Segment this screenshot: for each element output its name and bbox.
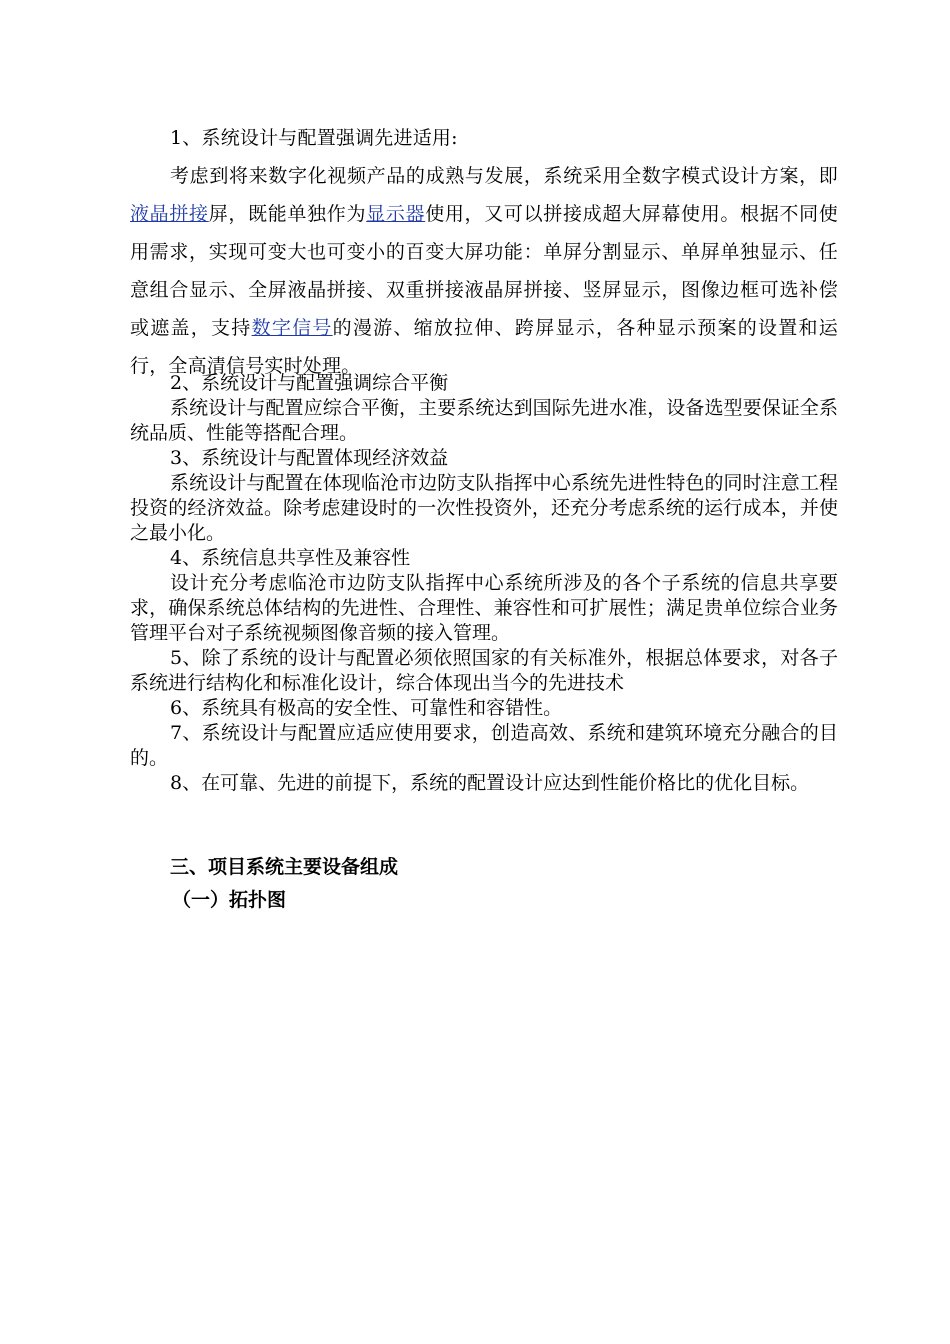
section-1-text-a: 考虑到将来数字化视频产品的成熟与发展，系统采用全数字模式设计方案，即 — [170, 165, 838, 187]
section-7-body: 7、系统设计与配置应适应使用要求，创造高效、系统和建筑环境充分融合的目的。 — [130, 722, 838, 769]
link-digital-signal[interactable]: 数字信号 — [251, 317, 333, 339]
section-1-heading: 1、系统设计与配置强调先进适用: — [170, 127, 458, 149]
section-1-text-c: 使用，又可以拼接成超大屏幕使用。根据不同使用需求，实现可变大也可变小的百变大屏功能：单屏分割显示、单屏单独显示、任意组合显示、全屏液晶拼接、双重拼接液晶屏拼接、竖屏显示，图像边框可选补偿或遮盖，支持 — [130, 203, 838, 339]
heading-topology: （一）拓扑图 — [172, 889, 287, 911]
section-2-heading: 2、系统设计与配置强调综合平衡 — [170, 372, 449, 394]
section-4-heading: 4、系统信息共享性及兼容性 — [170, 547, 411, 569]
section-3-heading: 3、系统设计与配置体现经济效益 — [170, 447, 449, 469]
section-5-body: 5、除了系统的设计与配置必须依照国家的有关标准外，根据总体要求，对各子系统进行结构化和标准化设计，综合体现出当今的先进技术 — [130, 647, 838, 694]
section-1 — [130, 119, 838, 385]
section-8-body: 8、在可靠、先进的前提下，系统的配置设计应达到性能价格比的优化目标。 — [170, 772, 810, 794]
section-1-text-d: 的漫游、缩放拉伸、跨屏显示，各种显示预案的设置和运行，全高清信号实时处理。 — [130, 317, 839, 377]
link-lcd-splicing[interactable]: 液晶拼接 — [130, 203, 209, 225]
sections-2-8 — [130, 371, 838, 796]
heading-section-3: 三、项目系统主要设备组成 — [170, 856, 399, 878]
section-2-body: 系统设计与配置应综合平衡，主要系统达到国际先进水准，设备选型要保证全系统品质、性能等搭配合理。 — [130, 397, 838, 444]
section-4-body: 设计充分考虑临沧市边防支队指挥中心系统所涉及的各个子系统的信息共享要求，确保系统总体结构的先进性、合理性、兼容性和可扩展性；满足贵单位综合业务管理平台对子系统视频图像音频的接入管理。 — [130, 572, 838, 644]
section-1-body — [130, 157, 838, 385]
section-3-body: 系统设计与配置在体现临沧市边防支队指挥中心系统先进性特色的同时注意工程投资的经济效益。除考虑建设时的一次性投资外，还充分考虑系统的运行成本，并使之最小化。 — [130, 472, 838, 544]
section-1-text-b: 屏，既能单独作为 — [208, 203, 367, 225]
link-display[interactable]: 显示器 — [366, 203, 426, 225]
section-6-body: 6、系统具有极高的安全性、可靠性和容错性。 — [170, 697, 563, 719]
